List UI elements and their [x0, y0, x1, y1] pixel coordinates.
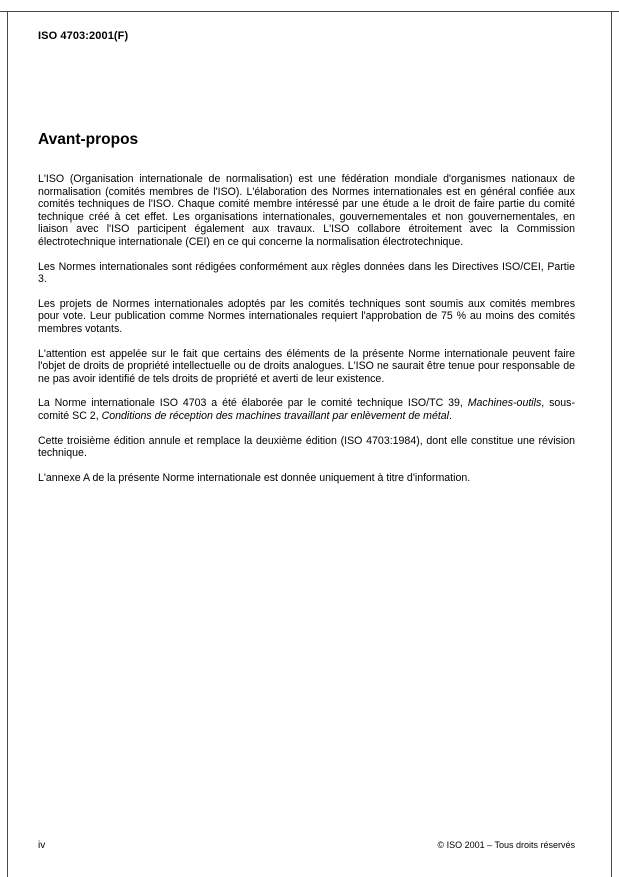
page-border-top — [0, 11, 619, 12]
paragraph-directives: Les Normes internationales sont rédigées conformément aux règles données dans les Directives ISO/CEI, Partie 3. — [38, 260, 575, 286]
page-number: iv — [38, 840, 46, 851]
paragraph-text: La Norme internationale ISO 4703 a été élaborée par le comité technique ISO/TC 39, — [38, 397, 468, 410]
section-title: Avant-propos — [38, 131, 139, 148]
paragraph-committee — [38, 397, 575, 422]
paragraph-text: , sous-comité SC 2, — [38, 397, 576, 422]
page-border-right — [611, 11, 612, 877]
paragraph-text: . — [449, 409, 452, 422]
paragraph-intro: L'ISO (Organisation internationale de normalisation) est une fédération mondiale d'organismes nationaux de normalisation (comités membres de l'ISO). L'élaboration des Normes internationales est en général confiée aux comités techniques de l'ISO. Chaque comité membre intéressé par une étude a le droit de faire partie du comité technique créé à cet effet. Les organisations internationales, gouvernementales et non gouvernementales, en liaison avec l'ISO participent également aux travaux. L'ISO collabore étroitement avec la Commission électrotechnique internationale (CEI) en ce qui concerne la normalisation électrotechnique. — [38, 173, 575, 248]
paragraph-ip-rights: L'attention est appelée sur le fait que certains des éléments de la présente Norme internationale peuvent faire l'objet de droits de propriété intellectuelle ou de droits analogues. L'ISO ne saurait être tenue pour responsable de ne pas avoir identifié de tels droits de propriété et averti de leur existence. — [38, 347, 575, 385]
page-border-left — [7, 11, 8, 877]
page-header — [38, 30, 128, 42]
page-footer — [38, 840, 575, 851]
italic-subcommittee-name: Conditions de réception des machines travaillant par enlèvement de métal — [101, 409, 450, 422]
italic-committee-name: Machines-outils — [467, 397, 542, 410]
document-reference: ISO 4703:2001(F) — [38, 30, 129, 42]
paragraph-vote: Les projets de Normes internationales adoptés par les comités techniques sont soumis aux comités membres pour vote. Leur publication comme Normes internationales requiert l'approbation de 75 % au moins des comités membres votants. — [38, 297, 575, 335]
paragraph-edition: Cette troisième édition annule et remplace la deuxième édition (ISO 4703:1984), dont elle constitue une révision technique. — [38, 434, 575, 460]
paragraph-annex: L'annexe A de la présente Norme internationale est donnée uniquement à titre d'information. — [38, 471, 471, 484]
page-content — [38, 131, 575, 496]
copyright-notice: © ISO 2001 – Tous droits réservés — [437, 840, 575, 850]
